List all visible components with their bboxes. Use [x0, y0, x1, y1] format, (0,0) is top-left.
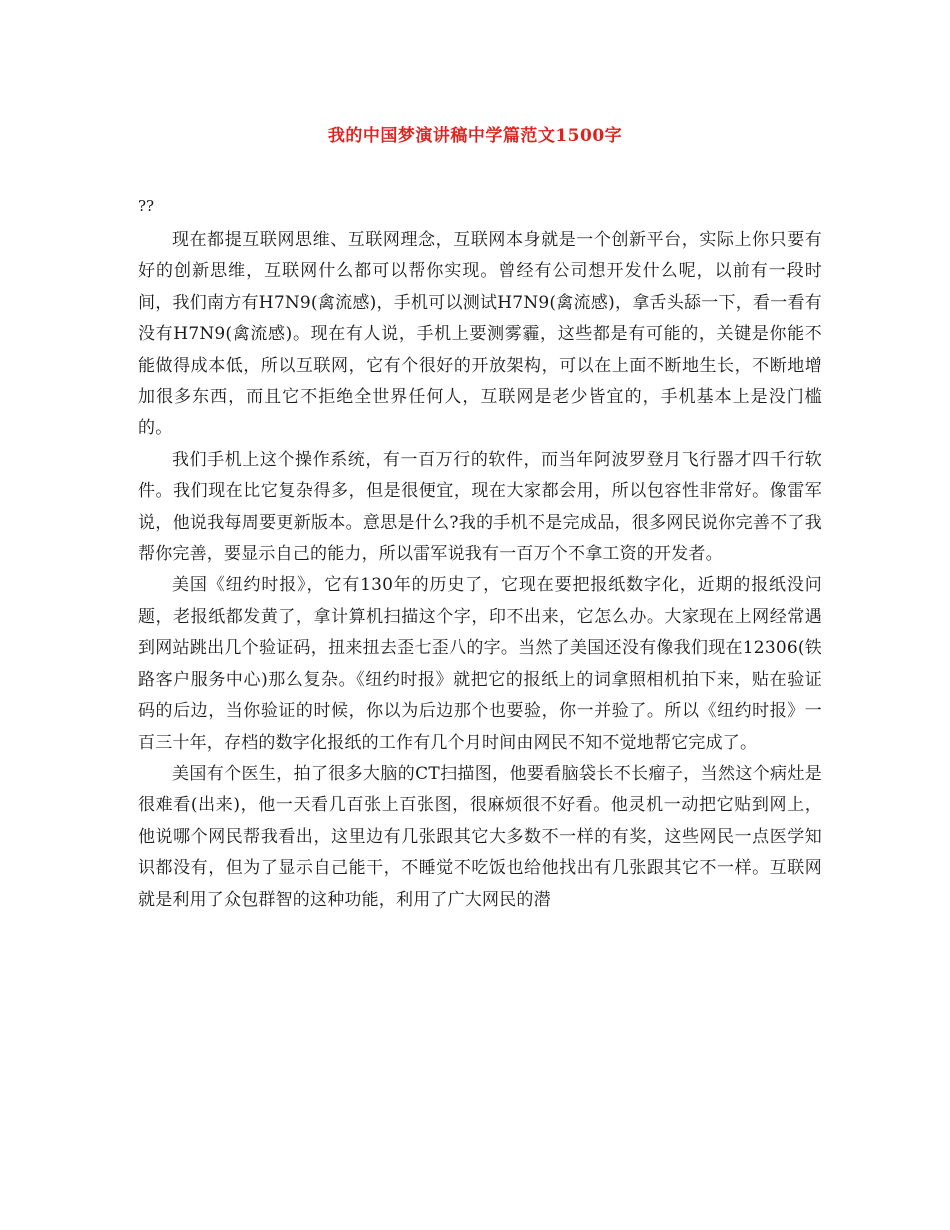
document-title: 我的中国梦演讲稿中学篇范文1500字 [327, 126, 623, 146]
document-body [138, 225, 822, 916]
paragraph: 现在都提互联网思维、互联网理念，互联网本身就是一个创新平台，实际上你只要有好的创新思维，互联网什么都可以帮你实现。曾经有公司想开发什么呢，以前有一段时间，我们南方有H7N9(禽流感)，手机可以测试H7N9(禽流感)，拿舌头舔一下，看一看有没有H7N9(禽流感)。现在有人说，手机上要测雾霾，这些都是有可能的，关键是你能不能做得成本低，所以互联网，它有个很好的开放架构，可以在上面不断地生长，不断地增加很多东西，而且它不拒绝全世界任何人，互联网是老少皆宜的，手机基本上是没门槛的。 [138, 230, 822, 439]
paragraph: 美国有个医生，拍了很多大脑的CT扫描图，他要看脑袋长不长瘤子，当然这个病灶是很难看(出来)，他一天看几百张上百张图，很麻烦很不好看。他灵机一动把它贴到网上，他说哪个网民帮我看出，这里边有几张跟其它大多数不一样的有奖，这些网民一点医学知识都没有，但为了显示自己能干，不睡觉不吃饭也给他找出有几张跟其它不一样。互联网就是利用了众包群智的这种功能，利用了广大网民的潜 [138, 763, 822, 910]
placeholder-marker: ?? [138, 197, 155, 215]
paragraph: 我们手机上这个操作系统，有一百万行的软件，而当年阿波罗登月飞行器才四千行软件。我们现在比它复杂得多，但是很便宜，现在大家都会用，所以包容性非常好。像雷军说，他说我每周要更新版本。意思是什么?我的手机不是完成品，很多网民说你完善不了我帮你完善，要显示自己的能力，所以雷军说我有一百万个不拿工资的开发者。 [138, 449, 822, 565]
paragraph: 美国《纽约时报》，它有130年的历史了，它现在要把报纸数字化，近期的报纸没问题，老报纸都发黄了，拿计算机扫描这个字，印不出来，它怎么办。大家现在上网经常遇到网站跳出几个验证码，扭来扭去歪七歪八的字。当然了美国还没有像我们现在12306(铁路客户服务中心)那么复杂。《纽约时报》就把它的报纸上的词拿照相机拍下来，贴在验证码的后边，当你验证的时候，你以为后边那个也要验，你一并验了。所以《纽约时报》一百三十年，存档的数字化报纸的工作有几个月时间由网民不知不觉地帮它完成了。 [138, 575, 822, 753]
